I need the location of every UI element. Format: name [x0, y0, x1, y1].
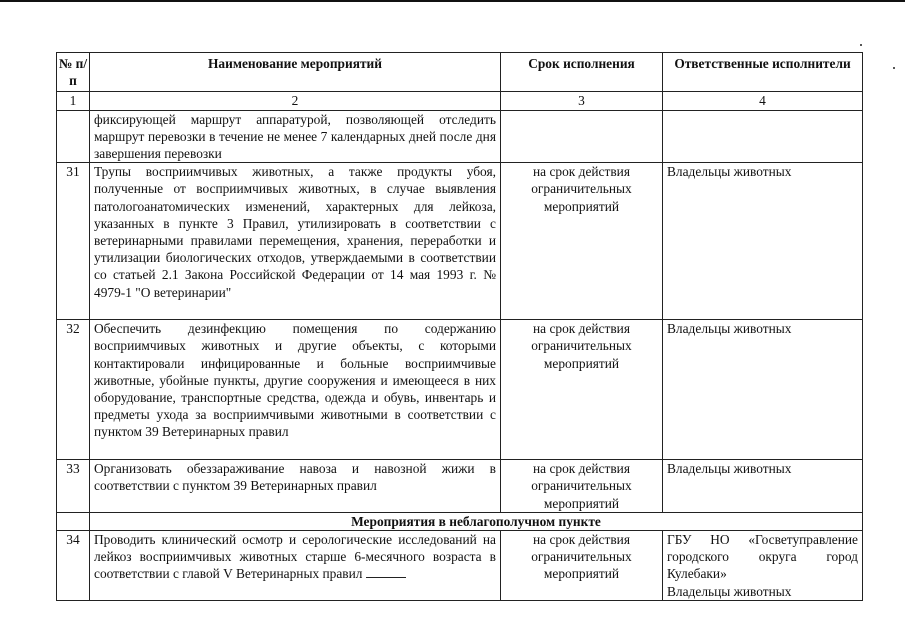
- row-num: 33: [57, 460, 90, 513]
- header-num: № п/п: [57, 53, 90, 92]
- section-row: [57, 512, 863, 530]
- index-cell: 3: [501, 92, 663, 110]
- measures-table: [56, 52, 863, 601]
- index-cell: 4: [663, 92, 863, 110]
- row-description: Обеспечить дезинфекцию помещения по содержанию восприимчивых животных и другие объекты, с которыми контактировали инфицированные и больные восприимчивые животные, убойные пункты, другие сооружения и имеющееся в них оборудование, транспортные средства, одежда и обувь, инвентарь и предметы ухода за восприимчивыми животными в соответствии с пунктом 39 Ветеринарных правил: [90, 320, 501, 460]
- row-description: Трупы восприимчивых животных, а также продукты убоя, полученные от восприимчивых животных, в случае выявления патологоанатомических изменений, характерных для лейкоза, указанных в пункте 3 Правил, утилизировать в соответствии с ветеринарными правилами перемещения, хранения, переработки и утилизации биологических отходов, утверждаемыми в соответствии со статьей 2.1 Закона Российской Федерации от 14 мая 1993 г. № 4979-1 "О ветеринарии": [90, 163, 501, 320]
- row-description: фиксирующей маршрут аппаратурой, позволяющей отследить маршрут перевозки в течение не менее 7 календарных дней после дня завершения перевозки: [90, 110, 501, 163]
- responsible-owners: Владельцы животных: [667, 583, 792, 599]
- responsible-org: ГБУ НО «Госветуправление городского округа город Кулебаки»: [667, 532, 858, 582]
- page-top-edge: [0, 0, 905, 2]
- table-row: [57, 163, 863, 320]
- header-term: Срок исполнения: [501, 53, 663, 92]
- handwritten-underline: [366, 567, 406, 578]
- scan-dot: [893, 67, 895, 69]
- table-row: [57, 531, 863, 601]
- table-row: [57, 110, 863, 163]
- row-term: на срок действия ограничительных мероприятий: [501, 460, 663, 513]
- scan-dot: [860, 44, 862, 46]
- row-num: [57, 110, 90, 163]
- row-term: [501, 110, 663, 163]
- row-responsible: Владельцы животных: [663, 320, 863, 460]
- table-row: [57, 460, 863, 513]
- row-num: 32: [57, 320, 90, 460]
- table-row: [57, 320, 863, 460]
- section-num-empty: [57, 512, 90, 530]
- index-cell: 1: [57, 92, 90, 110]
- header-resp: Ответственные исполнители: [663, 53, 863, 92]
- row-description: [90, 531, 501, 601]
- row-term: на срок действия ограничительных мероприятий: [501, 320, 663, 460]
- row-responsible: Владельцы животных: [663, 163, 863, 320]
- header-name: Наименование мероприятий: [90, 53, 501, 92]
- row-term: на срок действия ограничительных мероприятий: [501, 531, 663, 601]
- row-responsible: [663, 531, 863, 601]
- row-term: на срок действия ограничительных мероприятий: [501, 163, 663, 320]
- row-responsible: [663, 110, 863, 163]
- row-description-text: Проводить клинический осмотр и серологические исследований на лейкоз восприимчивых животных старше 6-месячного возраста в соответствии с главой V Ветеринарных правил: [94, 532, 496, 582]
- row-num: 34: [57, 531, 90, 601]
- row-num: 31: [57, 163, 90, 320]
- index-row: [57, 92, 863, 110]
- row-description: Организовать обеззараживание навоза и навозной жижи в соответствии с пунктом 39 Ветеринарных правил: [90, 460, 501, 513]
- header-row: [57, 53, 863, 92]
- row-responsible: Владельцы животных: [663, 460, 863, 513]
- section-title: Мероприятия в неблагополучном пункте: [90, 512, 863, 530]
- index-cell: 2: [90, 92, 501, 110]
